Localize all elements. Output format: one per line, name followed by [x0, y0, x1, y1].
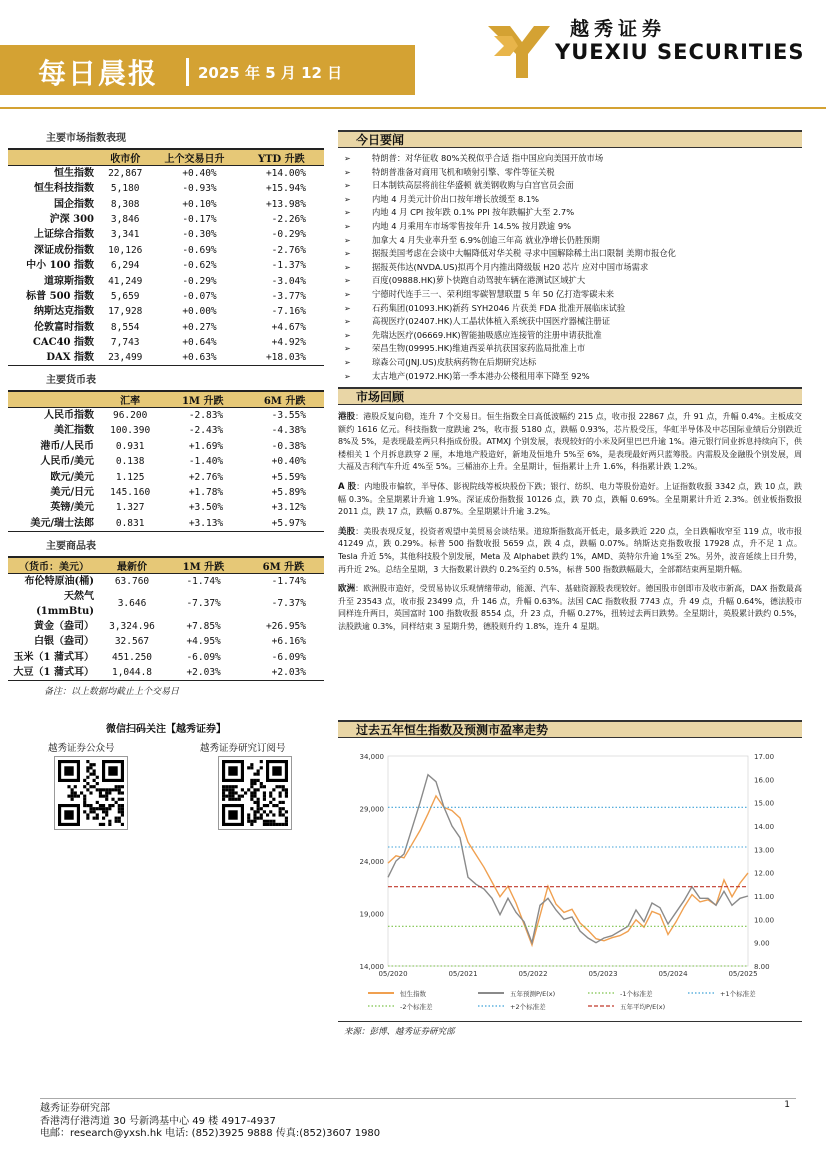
cell-value: 17,928: [108, 306, 143, 318]
fx-table-title: 主要货币表: [46, 375, 96, 387]
arrow-bullet-icon: ➢: [344, 181, 351, 191]
review-text: ：欧洲股市造好，受贸易协议乐观情绪带动，能源、汽车、基础资源股表现较好。德国股市创即市及收市新高，DAX 指数最高升至 23543 点，收市报 23499 点，升 146 点，升幅 0.63%。法国 CAC 指数收报 7743 点，升 49 点，升幅 0.64%，德法股市同样连升两日，英国富时 100 指数收报 8554 点，升 23 点，升幅 0.27%，扭转过去两日跌势。全星期计，英股累计跌约 0.5%，法股跌逾 0.3%，同样结束 3 星期升势，德股则升约 1.8%，连升 4 星期。: [338, 584, 802, 631]
table-row: [8, 273, 324, 288]
table-row: [8, 423, 324, 438]
x-tick-label: 05/2020: [378, 970, 408, 978]
news-text: 石药集团(01093.HK)新药 SYH2046 片获美 FDA 批准开展临床试验: [372, 302, 626, 313]
cell-value: 3.646: [117, 598, 147, 610]
news-text: 据报英伟达(NVDA.US)拟再个月内推出降级版 H20 芯片 应对中国市场需求: [372, 261, 649, 272]
arrow-bullet-icon: ➢: [344, 357, 351, 367]
series-line-1: [388, 775, 748, 943]
footer-dept: 越秀证券研究部: [40, 1103, 110, 1114]
arrow-bullet-icon: ➢: [344, 167, 351, 177]
cell-value: +2.76%: [188, 471, 224, 483]
footer-contact: 电邮：research@yxsh.hk 电话: (852)3925 9888 传真:(852)3607 1980: [40, 1128, 381, 1140]
y-right-tick-label: 8.00: [754, 963, 770, 971]
arrow-bullet-icon: ➢: [344, 194, 351, 204]
cell-value: -2.26%: [271, 213, 306, 225]
news-item: [338, 302, 802, 316]
legend-label: -2个标准差: [400, 1003, 433, 1011]
news-text: 内地 4 月美元计价出口按年增长放缓至 8.1%: [372, 193, 540, 204]
index-table-title: 主要市场指数表现: [46, 133, 126, 144]
cell-value: +13.98%: [265, 198, 306, 210]
cell-value: -0.07%: [182, 290, 217, 302]
legend-label: +2个标准差: [510, 1003, 546, 1011]
logo-english-name: YUEXIU SECURITIES: [555, 40, 805, 64]
cell-value: +0.63%: [150, 350, 238, 366]
y-right-tick-label: 12.00: [754, 869, 775, 878]
cell-value: 96.200: [112, 410, 148, 422]
y-right-tick-label: 15.00: [754, 799, 775, 808]
cell-value: +0.40%: [182, 168, 217, 179]
cell-value: 451.250: [111, 651, 153, 663]
news-text: 据报美国考虑在会谈中大幅降低对华关税 寻求中国解除稀土出口限制 美期市报仓化: [372, 248, 676, 259]
arrow-bullet-icon: ➢: [344, 303, 351, 313]
y-right-tick-label: 11.00: [754, 893, 775, 901]
table-row: [8, 634, 324, 649]
commodity_table-header-3: 6M 升跌: [243, 557, 324, 574]
arrow-bullet-icon: ➢: [344, 249, 351, 259]
fx-table: [8, 390, 324, 531]
news-item: [338, 329, 802, 343]
x-tick-label: 05/2024: [658, 970, 688, 978]
cell-value: -3.77%: [271, 290, 306, 302]
index_table-header-0: [8, 149, 100, 166]
y-right-tick-label: 9.00: [754, 939, 770, 948]
index_table-header-1: 收市价: [100, 149, 150, 166]
row-label: 沪深 300: [49, 213, 94, 225]
header-rule: [0, 107, 826, 109]
cell-value: -1.40%: [188, 456, 224, 468]
cell-value: +7.85%: [186, 620, 221, 632]
legend-label: 恒生指数: [400, 990, 426, 998]
chart-banner: 过去五年恒生指数及预测市盈率走势: [338, 720, 802, 738]
y-right-tick-label: 17.00: [754, 753, 775, 761]
review-text: ：美股表现反复，投资者观望中美贸易会谈结果。道琼斯指数高开低走，最多跌近 220 点，全日跌幅收窄至 119 点，收市报 41249 点，跌 0.29%。标普 500 指数收报 5659 点，跌 4 点，跌幅 0.07%。纳斯达克指数收报 17928 点，升不足 1 点。Tesla 升近 5%，其他科技股个别发展，Meta 及 Alphabet 跌约 1%，AMD、英特尔升逾 1%至 2%。另外，波音延续上日升势，再升近 2%。总结全星期，3 大指数累计跌约 0.2%至约 0.5%，标普 500 指数跌幅最大，全部都结束两星期升幅。: [338, 526, 802, 574]
arrow-bullet-icon: ➢: [344, 330, 351, 340]
review-text: ：港股反复向稳，连升 7 个交易日。恒生指数全日高低波幅约 215 点，收市报 22867 点，升 91 点，升幅 0.4%。主板成交额约 1616 亿元。科技指数一度跌逾 2%，收市报 5180 点，跌幅 0.93%，芯片股受压，华虹半导体及中芯国际业绩后分别跌近 8%及 5%，是表现最差两只科指成份股。ATMXJ 个别发展，表现较好的小米及阿里巴巴升逾 1%。港元银行同业拆息持续向下，供楼相关 1 个月拆息跌穿 2 厘，本地地产股造好，新地及恒地升 5%至 6%，是表现最好两只蓝筹股。内需股及金融股个别发展，周大福及吉利汽车升近 4%至 5%。三桶油亦上升。全星期计，恒指累计上升 1.6%，科指累计跌 1.2%。: [338, 412, 802, 472]
cell-value: -1.37%: [271, 260, 306, 272]
news-item: [338, 274, 802, 288]
fx_table-header-2: 1M 升跌: [160, 391, 245, 408]
report-header: [0, 0, 826, 115]
index_table-header-3: YTD 升跌: [239, 149, 324, 166]
qr-label-research: 越秀证券研究订阅号: [200, 743, 286, 754]
market-tables-column: [8, 130, 324, 697]
index_table-header-2: 上个交易日升: [150, 149, 238, 166]
report-title: 每日晨报: [38, 57, 159, 90]
table-row: [8, 196, 324, 211]
table-row: [8, 649, 324, 664]
legend-label: -1个标准差: [620, 990, 653, 998]
y-left-tick-label: 34,000: [359, 753, 384, 761]
cell-value: 32.567: [114, 636, 150, 648]
fx_table-header-0: [8, 391, 100, 408]
cell-value: +0.27%: [182, 321, 217, 333]
qr-title: 微信扫码关注【越秀证券】: [106, 724, 226, 735]
row-label: 布伦特原油(桶): [24, 575, 94, 587]
news-item: [338, 193, 802, 207]
arrow-bullet-icon: ➢: [344, 276, 351, 286]
news-item: [338, 152, 802, 166]
yuexiu-logo-icon: [488, 18, 550, 78]
series-line-0: [388, 796, 748, 945]
row-label: 大豆（1 蒲式耳）: [8, 665, 100, 681]
cell-value: 8,554: [110, 321, 140, 333]
footer-rule: [40, 1098, 796, 1099]
legend-label: 五年预测P/E(x): [510, 990, 556, 998]
table-row: [8, 573, 324, 589]
news-banner: 今日要闻: [338, 130, 802, 148]
cell-value: 8,308: [110, 198, 140, 210]
news-text: 高视医疗(02407.HK)人工晶状体植入系统获中国医疗器械注册证: [372, 316, 611, 327]
row-label: 深证成份指数: [34, 244, 94, 256]
arrow-bullet-icon: ➢: [344, 344, 351, 354]
news-text: 日本制铁高层将前往华盛顿 就美钢收购与白宫官员会面: [372, 180, 574, 191]
arrow-bullet-icon: ➢: [344, 289, 351, 299]
table-row: [8, 485, 324, 500]
table-row: [8, 408, 324, 424]
row-label: 道琼斯指数: [44, 275, 94, 287]
table-row: [8, 619, 324, 634]
row-label: 标普 500 指数: [26, 290, 94, 302]
arrow-bullet-icon: ➢: [344, 262, 351, 272]
review-paragraph: [338, 583, 802, 633]
row-label: 黄金（盎司）: [34, 620, 94, 632]
review-paragraph: [338, 411, 802, 474]
cell-value: 3,846: [110, 213, 140, 225]
arrow-bullet-icon: ➢: [344, 154, 351, 163]
cell-value: -7.37%: [186, 598, 221, 610]
review-market-label: 欧洲: [338, 584, 356, 595]
news-text: 加拿大 4 月失业率升至 6.9%创逾三年高 就业净增长仍胜预期: [372, 234, 600, 245]
row-label: 国企指数: [54, 198, 94, 210]
row-label: 港币/人民币: [40, 440, 94, 452]
row-label: 上证综合指数: [34, 229, 94, 241]
cell-value: -6.09%: [271, 651, 306, 663]
cell-value: +26.95%: [265, 620, 306, 632]
news-text: 太古地产(01972.HK)第一季本港办公楼租用率下降至 92%: [372, 370, 590, 381]
cell-value: +18.03%: [239, 350, 324, 366]
cell-value: +1.69%: [188, 440, 224, 452]
cell-value: +2.03%: [243, 665, 324, 681]
table-row: [8, 454, 324, 469]
legend-label: 五年平均P/E(x): [620, 1003, 666, 1011]
row-label: 美元/日元: [50, 487, 94, 499]
review-banner: 市场回顾: [338, 387, 802, 405]
cell-value: -1.74%: [186, 575, 221, 587]
news-item: [338, 342, 802, 356]
cell-value: +0.00%: [182, 306, 217, 318]
news-text: 百度(09888.HK)萝卜快跑自动驾驶车辆在港测试区域扩大: [372, 275, 586, 286]
cell-value: -0.29%: [271, 229, 306, 241]
table-row: [8, 516, 324, 532]
row-label: 天然气(1mmBtu): [36, 590, 94, 617]
table-row: [8, 289, 324, 304]
y-right-tick-label: 16.00: [754, 776, 775, 785]
y-left-tick-label: 19,000: [359, 910, 384, 919]
row-label: 人民币指数: [44, 410, 94, 422]
cell-value: 5,659: [110, 290, 140, 302]
review-paragraph: [338, 481, 802, 519]
cell-value: -0.30%: [182, 229, 217, 241]
commodity-table: [8, 556, 324, 681]
x-tick-label: 05/2022: [518, 970, 548, 978]
market-review: [338, 411, 802, 634]
chart-source: 来源：彭博、越秀证券研究部: [338, 1021, 802, 1037]
row-label: DAX 指数: [8, 350, 100, 366]
cell-value: -3.55%: [271, 410, 306, 422]
cell-value: -0.69%: [182, 244, 217, 256]
news-text: 宁德时代连手三一、荣利组零碳智慧联盟 5 年 50 亿打造零碳未来: [372, 288, 615, 299]
legend-label: +1个标准差: [720, 990, 756, 998]
qr-section: [8, 720, 324, 754]
cell-value: 1.125: [115, 471, 145, 483]
cell-value: +4.92%: [271, 337, 306, 349]
cell-value: -0.62%: [182, 260, 217, 272]
row-label: 伦敦富时指数: [34, 321, 94, 333]
fx_table-header-3: 6M 升跌: [245, 391, 324, 408]
table-row: [8, 665, 324, 681]
news-text: 内地 4 月 CPI 按年跌 0.1% PPI 按年跌幅扩大至 2.7%: [372, 207, 575, 218]
cell-value: -2.83%: [188, 410, 224, 422]
row-label: 白银（盎司）: [34, 636, 94, 648]
table-row: [8, 469, 324, 484]
review-market-label: 美股: [338, 526, 356, 537]
row-label: 恒生科技指数: [34, 183, 94, 195]
table-row: [8, 166, 324, 182]
y-left-tick-label: 29,000: [359, 805, 384, 814]
table-row: [8, 500, 324, 515]
y-right-tick-label: 13.00: [754, 846, 775, 855]
news-item: [338, 179, 802, 193]
plot-area: [388, 756, 748, 966]
review-market-label: 港股: [338, 412, 356, 423]
row-label: 玉米（1 蒲式耳）: [13, 651, 94, 663]
cell-value: +4.95%: [186, 636, 221, 648]
cell-value: +2.03%: [164, 665, 243, 681]
arrow-bullet-icon: ➢: [344, 317, 351, 327]
cell-value: +0.64%: [182, 337, 217, 349]
table-row: [8, 439, 324, 454]
news-text: 特朗普：对华征收 80%关税似乎合适 指中国应向美国开放市场: [372, 153, 604, 163]
cell-value: -0.29%: [182, 275, 217, 287]
cell-value: 10,126: [108, 244, 143, 256]
news-item: [338, 234, 802, 248]
cell-value: 3,324.96: [109, 620, 155, 632]
cell-value: +3.13%: [160, 516, 245, 532]
review-market-label: A 股: [338, 482, 357, 493]
cell-value: +5.89%: [271, 487, 306, 499]
table-row: [8, 589, 324, 619]
y-left-tick-label: 14,000: [359, 963, 384, 971]
fx_table-header-1: 汇率: [100, 391, 160, 408]
cell-value: -3.04%: [271, 275, 306, 287]
news-item: [338, 370, 802, 384]
review-text: ：内地股市偏软，半导体、影视院线等板块股份下跌；银行、纺织、电力等股份造好。上证指数收报 3342 点，跌 10 点，跌幅 0.3%。全星期累计升逾 1.9%。深证成份指数报 10126 点，跌 70 点，跌幅 0.69%。全星期累计升近 2.3%。创业板指数报 2011 点，跌 17 点，跌幅 0.87%。全星期累计升逾 3.2%。: [338, 482, 802, 517]
news-item: [338, 220, 802, 234]
table-row: [8, 350, 324, 366]
arrow-bullet-icon: ➢: [344, 235, 351, 245]
cell-value: -6.09%: [186, 651, 221, 663]
news-item: [338, 261, 802, 275]
cell-value: 0.138: [115, 456, 145, 468]
row-label: CAC40 指数: [32, 337, 94, 349]
cell-value: -0.93%: [182, 183, 217, 195]
cell-value: 1,044.8: [100, 665, 164, 681]
cell-value: +3.12%: [271, 502, 306, 514]
row-label: 恒生指数: [54, 168, 94, 179]
news-text: 琼森公司(JNJ.US)皮肤病药物在后期研究达标: [372, 356, 537, 367]
cell-value: 23,499: [100, 350, 150, 366]
cell-value: 145.160: [110, 487, 151, 499]
commodity_table-header-2: 1M 升跌: [164, 557, 243, 574]
table-row: [8, 227, 324, 242]
review-paragraph: [338, 526, 802, 576]
cell-value: -2.43%: [188, 425, 224, 437]
cell-value: +1.78%: [188, 487, 224, 499]
news-list: [338, 152, 802, 383]
arrow-bullet-icon: ➢: [344, 371, 351, 381]
news-item: [338, 356, 802, 370]
qr-label-official: 越秀证券公众号: [48, 743, 115, 754]
hsi-chart-section: [338, 720, 802, 1037]
arrow-bullet-icon: ➢: [344, 221, 351, 231]
cell-value: +5.97%: [245, 516, 324, 532]
cell-value: 100.390: [110, 425, 151, 437]
table-row: [8, 258, 324, 273]
row-label: 美元/瑞士法郎: [8, 516, 100, 532]
table-row: [8, 212, 324, 227]
row-label: 欧元/美元: [50, 471, 94, 483]
x-tick-label: 05/2023: [588, 970, 618, 978]
cell-value: -0.38%: [271, 440, 306, 452]
index-table: [8, 148, 324, 366]
news-item: [338, 247, 802, 261]
title-separator: [186, 58, 189, 86]
y-right-tick-label: 10.00: [754, 916, 775, 925]
table-row: [8, 304, 324, 319]
cell-value: -1.74%: [271, 575, 306, 587]
row-label: 人民币/美元: [40, 456, 94, 468]
data-note: 备注：以上数据均截止上个交易日: [44, 686, 180, 697]
page-number: 1: [784, 1100, 790, 1110]
y-left-tick-label: 24,000: [359, 858, 384, 866]
cell-value: 6,294: [110, 260, 140, 272]
footer: [40, 1103, 800, 1141]
table-row: [8, 320, 324, 335]
cell-value: +15.94%: [265, 183, 306, 195]
cell-value: 1.327: [115, 502, 145, 514]
cell-value: 3,341: [110, 229, 140, 241]
row-label: 英镑/美元: [50, 502, 94, 514]
cell-value: -7.37%: [271, 598, 306, 610]
cell-value: 63.760: [114, 575, 150, 587]
logo-chinese-name: 越秀证券: [570, 18, 667, 40]
cell-value: -0.17%: [182, 213, 217, 225]
news-text: 荣昌生物(09995.HK)维迪西妥单抗获国家药监局批准上市: [372, 343, 586, 354]
x-tick-label: 05/2021: [448, 970, 478, 978]
cell-value: 41,249: [108, 275, 143, 287]
cell-value: +0.10%: [182, 198, 217, 210]
table-row: [8, 181, 324, 196]
news-text: 先瑞达医疗(06669.HK)智能抽吸感应连接管的注册申请获批准: [372, 329, 602, 340]
x-tick-label: 05/2025: [728, 970, 758, 978]
cell-value: +4.67%: [271, 321, 306, 333]
cell-value: -7.16%: [271, 306, 306, 318]
arrow-bullet-icon: ➢: [344, 208, 351, 218]
news-item: [338, 315, 802, 329]
footer-address: 香港湾仔港湾道 30 号新鸿基中心 49 楼 4917-4937: [40, 1115, 276, 1127]
cell-value: -4.38%: [271, 425, 306, 437]
table-row: [8, 335, 324, 350]
cell-value: +6.16%: [271, 636, 306, 648]
news-item: [338, 166, 802, 180]
cell-value: +5.59%: [271, 471, 306, 483]
commodity-table-title: 主要商品表: [46, 540, 96, 552]
qr-code-research-icon[interactable]: [218, 756, 292, 830]
cell-value: +14.00%: [265, 168, 306, 179]
cell-value: 0.931: [115, 440, 145, 452]
hsi-pe-chart: [338, 738, 802, 1018]
cell-value: +0.40%: [271, 456, 306, 468]
cell-value: +3.50%: [188, 502, 224, 514]
news-text: 特朗普准备对商用飞机和喷射引擎、零件等征关税: [372, 166, 555, 177]
report-date: 2025 年 5 月 12 日: [198, 64, 343, 82]
cell-value: 5,180: [110, 183, 140, 195]
y-right-tick-label: 14.00: [754, 823, 775, 831]
news-column: [338, 130, 802, 641]
qr-code-official-icon[interactable]: [54, 756, 128, 830]
table-row: [8, 243, 324, 258]
row-label: 纳斯达克指数: [34, 306, 94, 318]
cell-value: 22,867: [108, 168, 143, 179]
cell-value: 7,743: [110, 337, 140, 349]
news-item: [338, 206, 802, 220]
commodity_table-header-1: 最新价: [100, 557, 164, 574]
cell-value: 0.831: [100, 516, 160, 532]
commodity_table-header-0: （货币：美元）: [8, 557, 100, 574]
row-label: 美汇指数: [54, 425, 94, 437]
news-text: 内地 4 月乘用车市场零售按年升 14.5% 按月跌逾 9%: [372, 220, 572, 231]
row-label: 中小 100 指数: [26, 260, 94, 272]
cell-value: -2.76%: [271, 244, 306, 256]
news-item: [338, 288, 802, 302]
